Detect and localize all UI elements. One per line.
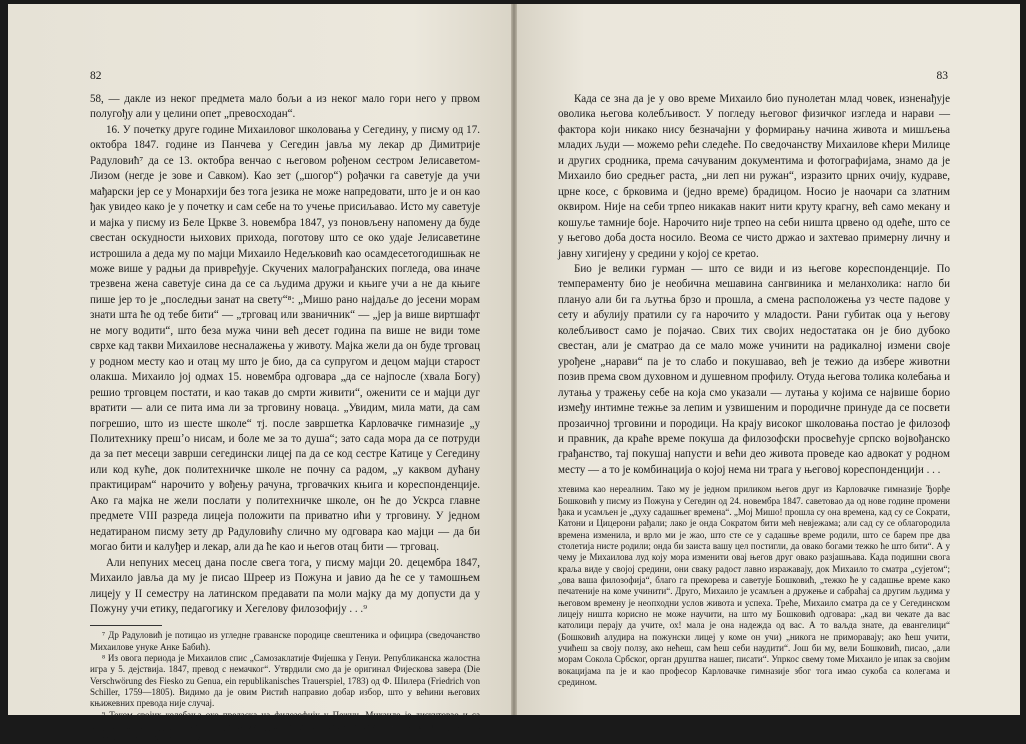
paragraph: 58, — дакле из неког предмета мало бољи а из неког мало гори него у првом полугођу али у целини опет „превосходан“.	[90, 93, 480, 121]
paragraph: 16. У почетку друге године Михаиловог школовања у Сегедину, у писму од 17. октобра 1847. године из Панчева у Сегедин јавља му лекар др Димитрије Радуловић⁷ да се 13. октобра венчао с његовом рођеном сестром Јелисаветом-Лизом (негде је зове и Савком). Као зет („шогор“) рођачки га саветује да учи мађарски јер се у Монархији без тога језика не може напредовати, што је и он као ђак увидео како је у почетку и сам себе на то учење присиљавао. Исто му саветује и мајка у писму из Беле Цркве 3. новембра 1847, уз поновљену напомену да буде свестан оскудности њихових прихода, поготову што се око удаје Јелисаветине истрошила а деда му по мајци Михаило Недељковић као осамдесетогодишњак не може више у радњи да привређује. Скучених малограђанских погледа, ова иначе трезвена жена саветује сина да се са људима дружи и књиге учи а не да књиге пише јер то је „последњи занат на свету“⁸: „Мишо рано најдаље до јесени морам знати шта ће од тебе бити“ — „трговац или званичник“ — „јер ја више виртшафт не могу водити“, што беза мужа чини већ десет година па више не види томе сврхе кад такви Михаилове несналажења у животу. Мајка жели да он буде трговац у родном месту као и отац му што је био, да са супругом и децом мајци старост олакша. Михаило јој одмах 15. новембра одговара „да се најпосле (хвала Богу) решио трговцем постати, и као такав до смрти живити“, оженити се и мајци дуг вратити — али се пита има ли за трговину новаца. „Увидим, мила мати, да сам погрешио, што из шесте школе“ тј. после завршетка Карловачке гимназије „у Политехнику прешʼо нисам, и боле ме за то душа“; зато сада мора да се потруди да за пет месеци заврши сегедински лицеј па да се код сестре Катице у Сегедину или код куће, док политехничке школе не почну са радом, „у каквом дућану практицирам“ нарочито у вођењу рачуна, трговачких књига и кореспонденције. Ако га мајка не жели послати у политехничке школе, он ће до Ускрса главне предмете VIII разреда лицеја положити па приватно ићи у трговину. У једном недатираном писму зету др Радуловићу слично му одговара као мајци — да би могао бити и калуђер и лекар, али да ће као и његов отац бити — трговац.	[90, 123, 480, 554]
footnote: хтевима као нереалним. Тако му је једном приликом његов друг из Карловачке гимназије Ђорђе Бошковић у писму из Пожуна у Сегедин од 24. новембра 1847. саветовао да од нове године промени ђака и усамљен је „духу садашњег времена“. „Мој Мишо! прошла су она времена, кад су се Сократи, Катони и Цицерони рађали; лако је онда Сократом бити мећ невјежама; али сад су се облагородила времена изменила, и врло ми је жао, што сте се у садашње време родили, што се барем пре два столетија нисте родили; онда би заиста вашу цел постигли, да овако богами тежко ће што бити“. А у чему је Михаилова луд коју мора изменити овај његов друг овако разјашњава. Када подишни свога краља виде у својој средини, они сваку радост лавно изражавају, док Михаило то сматра „сујетом“; „ова ваша филозофија“, благо га прекорева и саветује Бошковић, „тежко ће у садашње време како печатеније на коме учинити“. Друго, Михаило је усамљен а дружење и сабраћај са другим људима у његовом времену је неопходни услов живота и успеха. Треће, Михаило сматра да се у Сегединском лицеју ништа корисно не може научити, на што му Бошковић одговара: „кад ви чекате да вас католици перају да учите, ох! мала је она надежда од вас. А то ваљда знате, да евангелици“ (Бошковић алудира на пожунски лицеј у коме он учи) „никога не приморавају; ако ћеш учити, учићеш за своју ползу, ако нећеш, сам ћеш себи наудити“. Још би му, вели Бошковић, писао, „али морам Сокола Србског, орган друштва нашег, писати“. Упркос свему томе Михаило је ипак за својим вокацијама па је и као професор Карловачке гимназије због тога имао сукоба са колегама и средином.	[558, 484, 950, 688]
left-body-text	[90, 92, 480, 617]
book-gutter	[511, 4, 517, 715]
paragraph: Када се зна да је у ово време Михаило био пунолетан млад човек, изненађује оволика његова колебљивост. У погледу његовог физичког изгледа и нарави — фактора који никако нису безначајни у формирању начина живота и мишљења младих људи — можемо рећи следеће. По сведочанству Михаилове кћери Милице и других сродника, према сачуваним документима и фотографијама, знамо да је Михаило био средњег раста, „ни леп ни ружан“, изразито црних очију, кудраве, црне косе, с брковима и (једно време) брадицом. Носио је наочари са златним оквиром. Није на себи трпео никакав накит нити круту крагну, већ само мекану и кошуље тамније боје. Нарочито није трпео на себи ништа црвено од одеће, што се у његово доба доста носило. Веома се чисто држао и захтевао примерну личну и јавну хигијену у средини у којој се кретао.	[558, 93, 950, 260]
footnote-rule	[90, 625, 162, 626]
left-page	[8, 4, 514, 743]
paragraph: Био је велики гурман — што се види и из његове кореспонденције. По темпераменту био је необична мешавина сангвиника и меланхолика: нагло би плануо али би га љутња брзо и прошла, а смена расположења уз честе падове у сету и абулију пратили су га нарочито у младости. Рани губитак оца у његову колебљивост само је појачао. Свих тих својих недостатака он је био дубоко свестан, али је сматрао да се мало може учинити на радикалној измени своје урођене „нарави“ па је то слабо и покушавао, већ је тежио да избере животни позив према свом духовном и душевном профилу. Отуда његова толика колебања и лутања у тражењу себе на која смо указали — лутања у којима се највише борио између интимне тежње за лепим и узвишеним и породичне принуде да се посвети прозаичној трговини и породици. На крају високог школовања постао је филозоф и правник, да краће време покуша да филозофски просвећује српско војвођанско грађанство, тај покушај напусти и већи део живота проведе као адвокат у родном месту — а то је комбинација о којој нема ни трага у његовој кореспонденцији . . .	[558, 262, 950, 476]
footnote: ⁷ Др Радуловић је потицао из угледне граванске породице свештеника и официра (сведочанство Михаилове унуке Анке Бабић).	[90, 630, 480, 652]
page-number-right: 83	[936, 70, 948, 82]
book-spread	[8, 4, 1020, 743]
right-body-text	[558, 92, 950, 478]
right-footnotes	[558, 484, 950, 688]
left-footnotes	[90, 630, 480, 743]
page-number-left: 82	[90, 70, 102, 82]
footnote: ⁸ Из овога периода је Михаилов спис „Самозаклатије Фијешка у Генуи. Републиканска жалостна игра у 5. дејствија. 1847, превод с немачког“. Утврдили смо да је оригинал Фијескова завера (Die Verschwörung des Fiesko zu Genua, ein republikanisches Trauerspiel, 1783) од Ф. Шилера (Friedrich von Schiller, 1759—1805). Видимо да је овим Ристић направио добар избор, што у већини његових књижевних превода није случај.	[90, 653, 480, 709]
paragraph: Али непуних месец дана после свега тога, у писму мајци 20. децембра 1847, Михаило јавља да му је писао Шреер из Пожуна и јавио да ће се у тамошњем лицеју у II семестру на латинском предавати па моли мајку да му допусти да у Пожуну учи етику, педагогику и Хегелову филозофију . . .⁹	[90, 556, 480, 615]
footnote: ⁹ Током својих колебања око преласка на филозофију у Пожун, Михаило је дискутовао и са својим школским друговима и пријатељима од којих су неки стали на страну његове мајке и родбине противећи се Михаиловим за-	[90, 709, 480, 743]
right-page	[514, 4, 1020, 715]
